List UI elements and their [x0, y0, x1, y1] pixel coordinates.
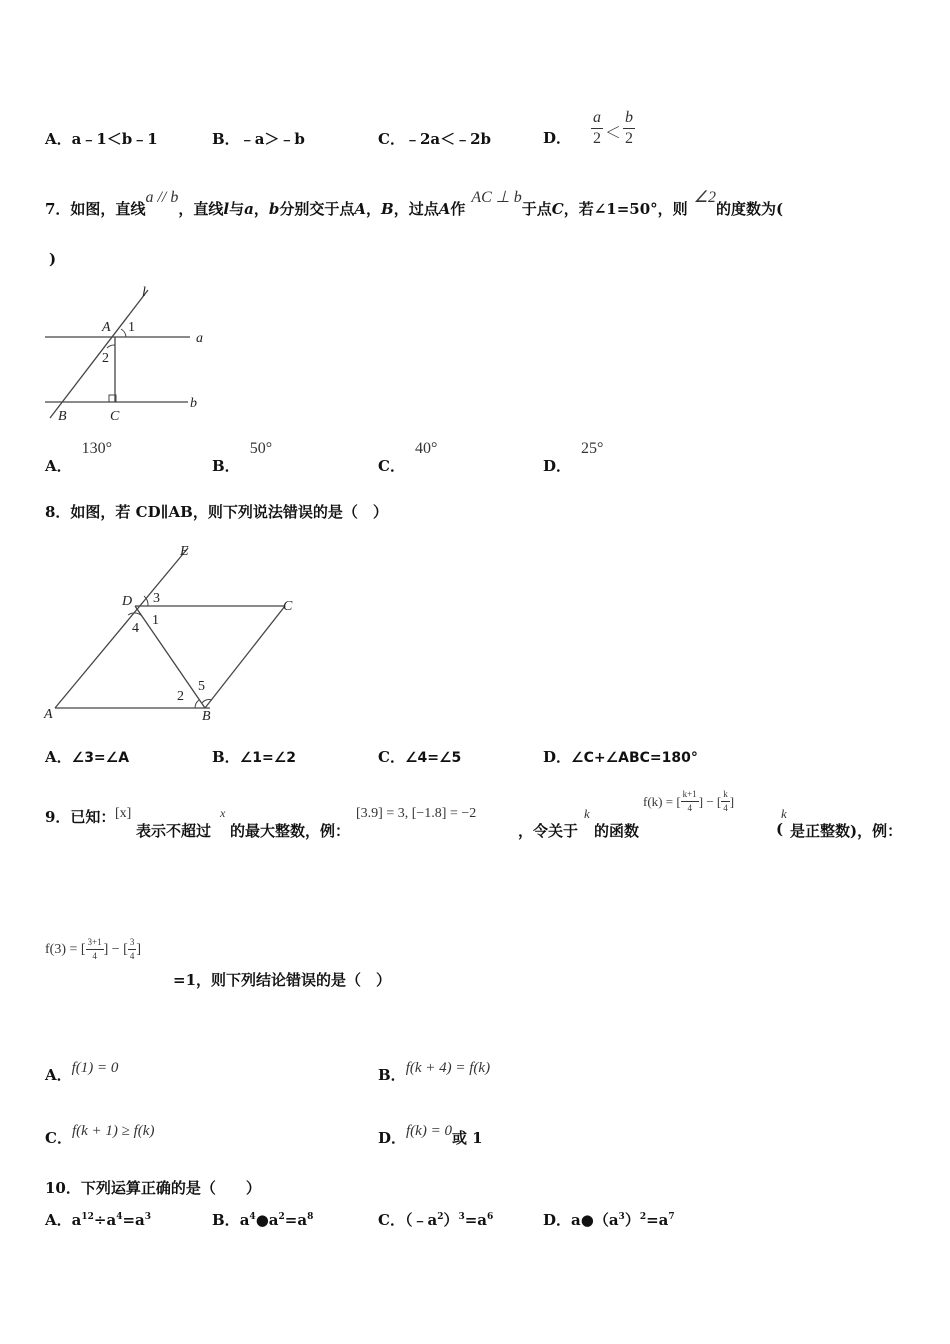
label-1: 1: [128, 320, 135, 335]
q9-math-k2: k: [781, 806, 787, 821]
label-D: D: [122, 594, 133, 609]
label-l: l: [142, 285, 146, 300]
label-a: a: [196, 331, 203, 346]
q9-option-b: B．f(k + 4) = f(k): [378, 1060, 491, 1084]
q10-option-a: A．$a^{12}\div a^4=a^3$: [45, 1211, 152, 1229]
segment-db: [135, 606, 205, 708]
q6-option-a: A．a﹣1＜b﹣1: [45, 130, 158, 148]
q9-stem-part1: 9．已知：: [45, 808, 116, 826]
q9-math-x: x: [220, 806, 226, 820]
q8-option-d: D．∠C+∠ABC=180°: [543, 748, 698, 766]
q9-option-c: C．f(k + 1) ≥ f(k): [45, 1123, 155, 1147]
label-4: 4: [132, 621, 139, 636]
q6-option-d: D． $\frac{a}{2}$ ＜ $\frac{b}{2}$: [543, 108, 634, 147]
q8-option-a: A．∠3=∠A: [45, 748, 130, 766]
q9-stem-part2: 表示不超过: [136, 822, 212, 840]
angle-2-arc: [195, 700, 199, 708]
q7-option-b: B．50°: [212, 440, 273, 475]
q7-figure: [40, 282, 220, 424]
q9-stem-part5: 的函数: [594, 822, 640, 840]
label-3: 3: [153, 591, 160, 606]
q9-example-f3: f(3) = [ $\frac{3+1}{4}$ ] − [ $\frac{3}{4}$ ]: [45, 937, 142, 961]
label-1: 1: [152, 613, 159, 628]
angle-2-arc: [107, 345, 115, 348]
q7-option-d: D．25°: [543, 440, 604, 475]
q6-option-c: C．﹣2a＜﹣2b: [378, 130, 492, 148]
label-A: A: [44, 707, 53, 722]
q8-option-c: C．∠4=∠5: [378, 748, 462, 766]
label-C: C: [283, 599, 293, 614]
segment-bc: [205, 606, 285, 708]
q7-option-a: A．130°: [45, 440, 113, 475]
q9-stem-part8: =1，则下列结论错误的是（ ）: [173, 971, 392, 989]
label-2: 2: [102, 351, 109, 366]
q10-option-b: B．$a^4●a^2=a^8$: [212, 1211, 314, 1229]
q10-stem: 10．下列运算正确的是（ ）: [45, 1179, 261, 1197]
q9-math-floor-x: [x]: [115, 806, 132, 821]
angle-1-arc: [121, 329, 126, 337]
label-A: A: [102, 320, 111, 335]
q7-stem-close: ): [49, 250, 57, 268]
q9-option-d: D．f(k) = 0或 1: [378, 1123, 483, 1147]
q9-math-example: [3.9] = 3, [−1.8] = −2: [356, 806, 477, 821]
label-B: B: [58, 409, 67, 424]
q8-figure: [40, 540, 310, 725]
q6-option-b: B．﹣a＞﹣b: [212, 130, 305, 148]
label-2: 2: [177, 689, 184, 704]
label-b: b: [190, 396, 197, 411]
q10-option-d: D．$a●(a^3)^2=a^7$: [543, 1211, 675, 1229]
line-l: [50, 290, 148, 418]
q9-math-k: k: [584, 806, 590, 821]
q9-stem-part7: 是正整数)，例：: [790, 822, 903, 840]
q7-option-c: C．40°: [378, 440, 438, 475]
q9-option-a: A．f(1) = 0: [45, 1060, 119, 1084]
q9-stem-part6: (: [776, 820, 784, 838]
label-5: 5: [198, 679, 205, 694]
q8-option-b: B．∠1=∠2: [212, 748, 297, 766]
label-C: C: [110, 409, 120, 424]
label-B: B: [202, 709, 211, 724]
q7-stem: 7．如图，直线a // b，直线l与a，b分别交于点A，B，过点A作AC ⊥ b于点C，若∠1=50°，则∠2的度数为(: [45, 189, 784, 218]
q9-function-def: f(k) = [ $\frac{k+1}{4}$ ] − [ $\frac{k}{4}$ ]: [643, 789, 735, 813]
label-E: E: [180, 544, 189, 559]
q9-stem-part4: ，令关于: [518, 822, 579, 840]
q10-option-c: C．$(﹣a^2)^3=a^6$: [378, 1211, 494, 1229]
line-ae: [55, 548, 188, 708]
q9-stem-part3: 的最大整数，例：: [230, 822, 351, 840]
q8-stem: 8．如图，若 CD∥AB，则下列说法错误的是（ ）: [45, 503, 388, 521]
